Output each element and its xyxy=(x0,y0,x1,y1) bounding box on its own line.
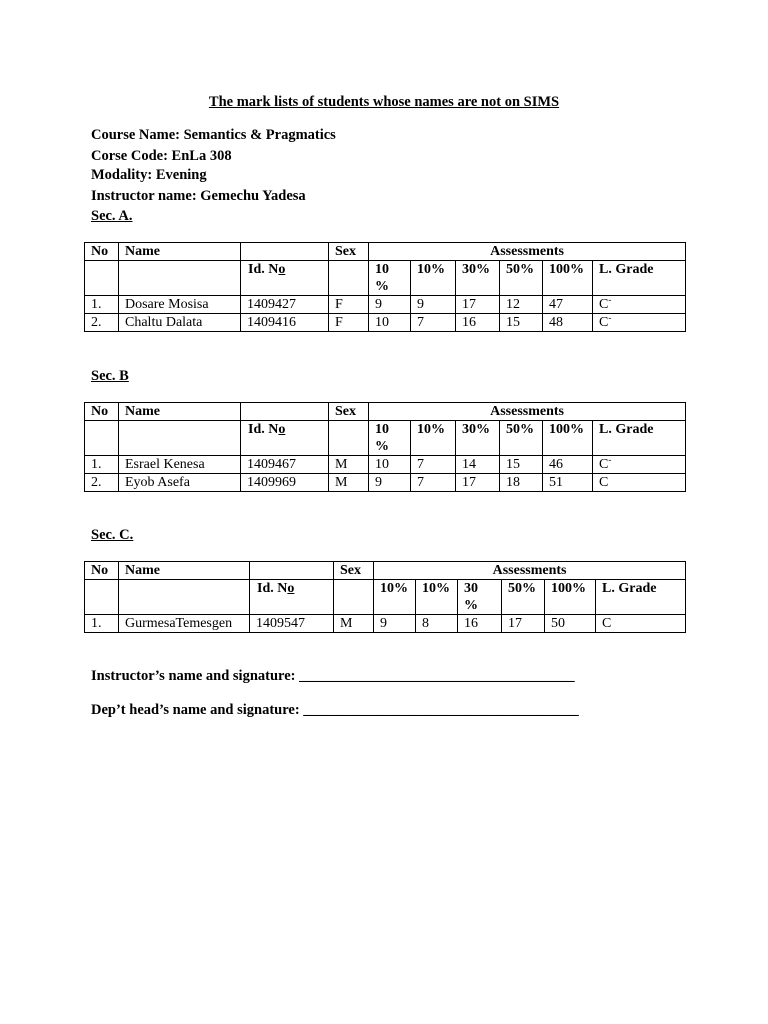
row-a4: 18 xyxy=(500,474,543,492)
header-sex: Sex xyxy=(334,562,374,580)
row-id: 1409969 xyxy=(241,474,329,492)
row-grade: C xyxy=(593,474,686,492)
row-a4: 12 xyxy=(500,296,543,314)
course-code: Corse Code: EnLa 308 xyxy=(91,148,232,164)
header-sex: Sex xyxy=(329,403,369,421)
row-name: Eyob Asefa xyxy=(119,474,241,492)
section-a-table xyxy=(84,242,686,332)
row-a3: 17 xyxy=(456,296,500,314)
row-total: 47 xyxy=(543,296,593,314)
table-row xyxy=(85,314,686,332)
row-a1: 10 xyxy=(369,314,411,332)
weight-3: 30% xyxy=(456,421,500,456)
row-total: 50 xyxy=(545,615,596,633)
table-row xyxy=(85,296,686,314)
header-grade: L. Grade xyxy=(593,261,686,296)
header-no: No xyxy=(85,243,119,261)
section-a-label: Sec. A. xyxy=(91,208,133,224)
row-a2: 8 xyxy=(416,615,458,633)
row-a1: 9 xyxy=(374,615,416,633)
instructor-name: Instructor name: Gemechu Yadesa xyxy=(91,188,306,204)
weight-3: 30% xyxy=(456,261,500,296)
row-a3: 16 xyxy=(456,314,500,332)
weight-3: 30 % xyxy=(458,580,502,615)
header-name: Name xyxy=(119,403,241,421)
row-a3: 16 xyxy=(458,615,502,633)
row-a3: 17 xyxy=(456,474,500,492)
row-a1: 9 xyxy=(369,474,411,492)
row-a3: 14 xyxy=(456,456,500,474)
header-no: No xyxy=(85,562,119,580)
dept-head-signature-line: Dep’t head’s name and signature: ______________________________________ xyxy=(91,702,579,718)
row-sex: M xyxy=(329,474,369,492)
row-name: Esrael Kenesa xyxy=(119,456,241,474)
row-a2: 9 xyxy=(411,296,456,314)
row-total: 48 xyxy=(543,314,593,332)
row-no: 1. xyxy=(85,296,119,314)
weight-1: 10 % xyxy=(369,261,411,296)
course-name: Course Name: Semantics & Pragmatics xyxy=(91,127,336,143)
header-sex: Sex xyxy=(329,243,369,261)
row-grade: C- xyxy=(593,314,686,332)
header-id: Id. No xyxy=(241,421,329,456)
row-id: 1409416 xyxy=(241,314,329,332)
row-a4: 15 xyxy=(500,314,543,332)
header-assessments: Assessments xyxy=(369,243,686,261)
row-no: 1. xyxy=(85,615,119,633)
table-row xyxy=(85,474,686,492)
header-no: No xyxy=(85,403,119,421)
header-grade: L. Grade xyxy=(596,580,686,615)
row-id: 1409547 xyxy=(250,615,334,633)
row-name: Dosare Mosisa xyxy=(119,296,241,314)
row-a2: 7 xyxy=(411,456,456,474)
header-assessments: Assessments xyxy=(369,403,686,421)
weight-2: 10% xyxy=(411,421,456,456)
table-row xyxy=(85,456,686,474)
weight-2: 10% xyxy=(411,261,456,296)
row-grade: C- xyxy=(593,456,686,474)
row-total: 46 xyxy=(543,456,593,474)
weight-2: 10% xyxy=(416,580,458,615)
row-grade: C- xyxy=(593,296,686,314)
row-sex: M xyxy=(329,456,369,474)
header-grade: L. Grade xyxy=(593,421,686,456)
weight-1: 10% xyxy=(374,580,416,615)
row-grade: C xyxy=(596,615,686,633)
weight-total: 100% xyxy=(543,261,593,296)
section-c-label: Sec. C. xyxy=(91,527,134,543)
row-a2: 7 xyxy=(411,474,456,492)
header-assessments: Assessments xyxy=(374,562,686,580)
section-b-label: Sec. B xyxy=(91,368,129,384)
row-id: 1409427 xyxy=(241,296,329,314)
row-a1: 10 xyxy=(369,456,411,474)
header-name: Name xyxy=(119,562,250,580)
row-sex: F xyxy=(329,296,369,314)
weight-total: 100% xyxy=(543,421,593,456)
row-a4: 17 xyxy=(502,615,545,633)
row-a2: 7 xyxy=(411,314,456,332)
weight-total: 100% xyxy=(545,580,596,615)
row-no: 2. xyxy=(85,314,119,332)
row-a1: 9 xyxy=(369,296,411,314)
section-b-table xyxy=(84,402,686,492)
weight-1: 10 % xyxy=(369,421,411,456)
row-id: 1409467 xyxy=(241,456,329,474)
instructor-signature-line: Instructor’s name and signature: ______________________________________ xyxy=(91,668,575,684)
weight-4: 50% xyxy=(502,580,545,615)
weight-4: 50% xyxy=(500,261,543,296)
row-total: 51 xyxy=(543,474,593,492)
modality: Modality: Evening xyxy=(91,167,207,183)
row-sex: M xyxy=(334,615,374,633)
row-a4: 15 xyxy=(500,456,543,474)
table-row xyxy=(85,615,686,633)
header-id: Id. No xyxy=(250,580,334,615)
row-no: 1. xyxy=(85,456,119,474)
document-title: The mark lists of students whose names are not on SIMS xyxy=(208,94,560,110)
header-name: Name xyxy=(119,243,241,261)
row-name: Chaltu Dalata xyxy=(119,314,241,332)
row-name: GurmesaTemesgen xyxy=(119,615,250,633)
section-c-table xyxy=(84,561,686,633)
row-sex: F xyxy=(329,314,369,332)
header-id: Id. No xyxy=(241,261,329,296)
row-no: 2. xyxy=(85,474,119,492)
weight-4: 50% xyxy=(500,421,543,456)
